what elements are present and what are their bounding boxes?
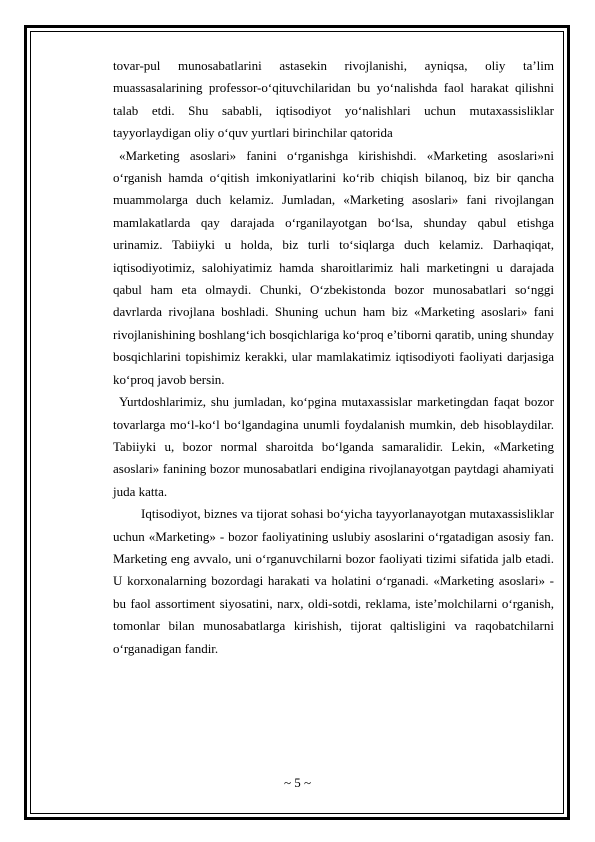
paragraph-4: Iqtisodiyot, biznes va tijorat sohasi bo‘yicha tayyorlanayotgan mutaxassisliklar uchun «Marketing» - bozor faoliyatining uslubiy asoslarini o‘rgatadigan asosiy fan. Marketing eng avvalo, uni o‘rganuvchilarni bozor faoliyati tizimi sifatida jalb etadi. U korxonalarning bozordagi harakati va holatini o‘rganadi. «Marketing asoslari» - bu faol assortiment siyosatini, narx, oldi-sotdi, reklama, iste’molchilarni o‘rganish, tomonlar bilan munosabatlarga kirishish, tijorat qaltisligini va raqobatchilarni o‘rganadigan fandir.: [113, 506, 554, 656]
paragraph-3: Yurtdoshlarimiz, shu jumladan, ko‘pgina mutaxassislar marketingdan faqat bozor tovarlarga mo‘l-ko‘l bo‘lgandagina unumli foydalanish mumkin, deb hisoblaydilar. Tabiiyki u, bozor normal sharoitda bo‘lganda samaralidir. Lekin, «Marketing asoslari» fanining bozor munosabatlari endigina rivojlanayotgan paytdagi ahamiyati juda katta.: [113, 394, 554, 499]
paragraph-2: «Marketing asoslari» fanini o‘rganishga kirishishdi. «Marketing asoslari»ni o‘rganish hamda o‘qitish imkoniyatlarini ko‘rib chiqish bilanoq, biz bir qancha muammolarga duch kelamiz. Jumladan, «Marketing asoslari» fani rivojlangan mamlakatlarda qay darajada o‘rganilayotgan bo‘lsa, shunday qabul etishga urinamiz. Tabiiyki u holda, biz turli to‘siqlarga duch kelamiz. Darhaqiqat, iqtisodiyotimiz, salohiyatimiz hamda sharoitlarimiz hali marketingni u darajada qabul ham eta olmaydi. Chunki, O‘zbekistonda bozor munosabatlari so‘nggi davrlarda rivojlana boshladi. Shuning uchun ham biz «Marketing asoslari» fani rivojlanishining boshlang‘ich bosqichlariga ko‘proq e’tiborni qaratib, uning shunday bosqichlarini topishimiz kerakki, ular mamlakatimiz iqtisodiyoti faoliyati darjasiga ko‘proq javob bersin.: [113, 147, 554, 387]
page-number: ~ 5 ~: [283, 775, 312, 790]
document-body: [113, 55, 554, 660]
paragraph-1: tovar-pul munosabatlarini astasekin rivojlanishi, ayniqsa, oliy ta’lim muassasalarining professor-o‘qituvchilaridan bu yo‘nalishda faol harakat qilishni talab etdi. Shu sababli, iqtisodiyot yo‘nalishlari uchun mutaxassisliklar tayyorlaydigan oliy o‘quv yurtlari birinchilar qatorida: [113, 58, 554, 141]
